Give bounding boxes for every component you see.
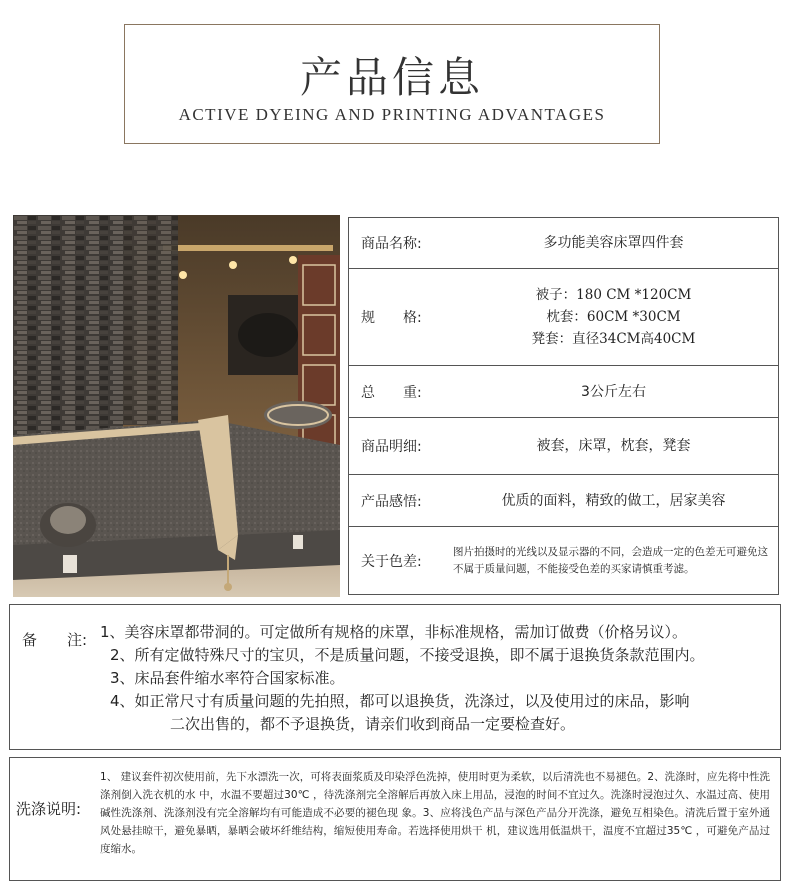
info-label: 商品名称:: [361, 236, 422, 252]
info-value: 优质的面料，精致的做工，居家美容: [501, 492, 726, 509]
note-line: 3、床品套件缩水率符合国家标准。: [110, 669, 345, 687]
info-label: 关于色差:: [361, 553, 422, 570]
info-row-feeling: [349, 475, 778, 527]
spec-line: 凳套：直径34CM高40CM: [531, 331, 696, 347]
note-line: 二次出售的，都不予退换货，请亲们收到商品一定要检查好。: [170, 715, 576, 733]
notes-label: 备 注:: [22, 631, 88, 649]
wash-instructions-box: [9, 757, 781, 881]
info-value: 多功能美容床罩四件套: [543, 235, 684, 251]
page-subtitle: ACTIVE DYEING AND PRINTING ADVANTAGES: [178, 105, 606, 124]
info-value: [449, 284, 778, 350]
notes-list: [100, 621, 774, 736]
info-label: 商品明细:: [361, 439, 422, 455]
spec-line: 被子：180 CM *120CM: [535, 287, 692, 303]
info-label: 总 重:: [361, 384, 422, 401]
info-label: 产品感悟:: [361, 493, 422, 510]
info-row-color: [349, 527, 778, 594]
info-label: 规 格:: [361, 310, 422, 326]
wash-label: 洗涤说明:: [16, 800, 82, 818]
info-value: 图片拍摄时的光线以及显示器的不同，会造成一定的色差无可避免这不属于质量问题，不能接受色差的买家请慎重考滤。: [453, 545, 768, 575]
title-box: [124, 24, 660, 144]
info-value: 3公斤左右: [581, 383, 646, 400]
product-info-table: [348, 217, 779, 595]
product-photo: [13, 215, 340, 597]
note-line: 4、如正常尺寸有质量问题的先拍照，都可以退换货，洗涤过，以及使用过的床品，影响: [110, 692, 690, 710]
page-title: 产品信息: [299, 53, 484, 102]
info-row-details: [349, 418, 778, 475]
spec-line: 枕套：60CM *30CM: [546, 309, 681, 325]
info-row-spec: [349, 269, 778, 366]
info-value: 被套，床罩，枕套，凳套: [536, 438, 691, 454]
notes-box: [9, 604, 781, 750]
info-row-name: [349, 218, 778, 269]
note-line: 1、美容床罩都带洞的。可定做所有规格的床罩，非标准规格，需加订做费（价格另议）。: [100, 623, 688, 641]
info-row-weight: [349, 366, 778, 418]
massage-bed-photo: [13, 215, 340, 597]
note-line: 2、所有定做特殊尺寸的宝贝，不是质量问题，不接受退换，即不属于退换货条款范围内。: [110, 646, 705, 664]
wash-text: 1、 建议套件初次使用前，先下水漂洗一次，可将表面浆质及印染浮色洗掉，使用时更为柔软，以后清洗也不易褪色。2、洗涤时，应先将中性洗涤剂倒入洗衣机的水 中，水温不要超过30℃ ，待洗涤剂完全溶解后再放入床上用品，浸泡的时间不宜过久。洗涤时浸泡过久、水温过高、使用碱性洗涤剂、洗涤剂没有完全溶解均有可能造成不必要的褪色现 象。3、应将浅色产品与深色产品分开洗涤，避免互相染色。清洗后置于室外通风处悬挂晾干，避免暴晒，暴晒会破坏纤维结构，缩短使用寿命。若选择使用烘干 机，建议选用低温烘干，温度不宜超过35℃ ，可避免产品过度缩水。: [100, 771, 770, 855]
